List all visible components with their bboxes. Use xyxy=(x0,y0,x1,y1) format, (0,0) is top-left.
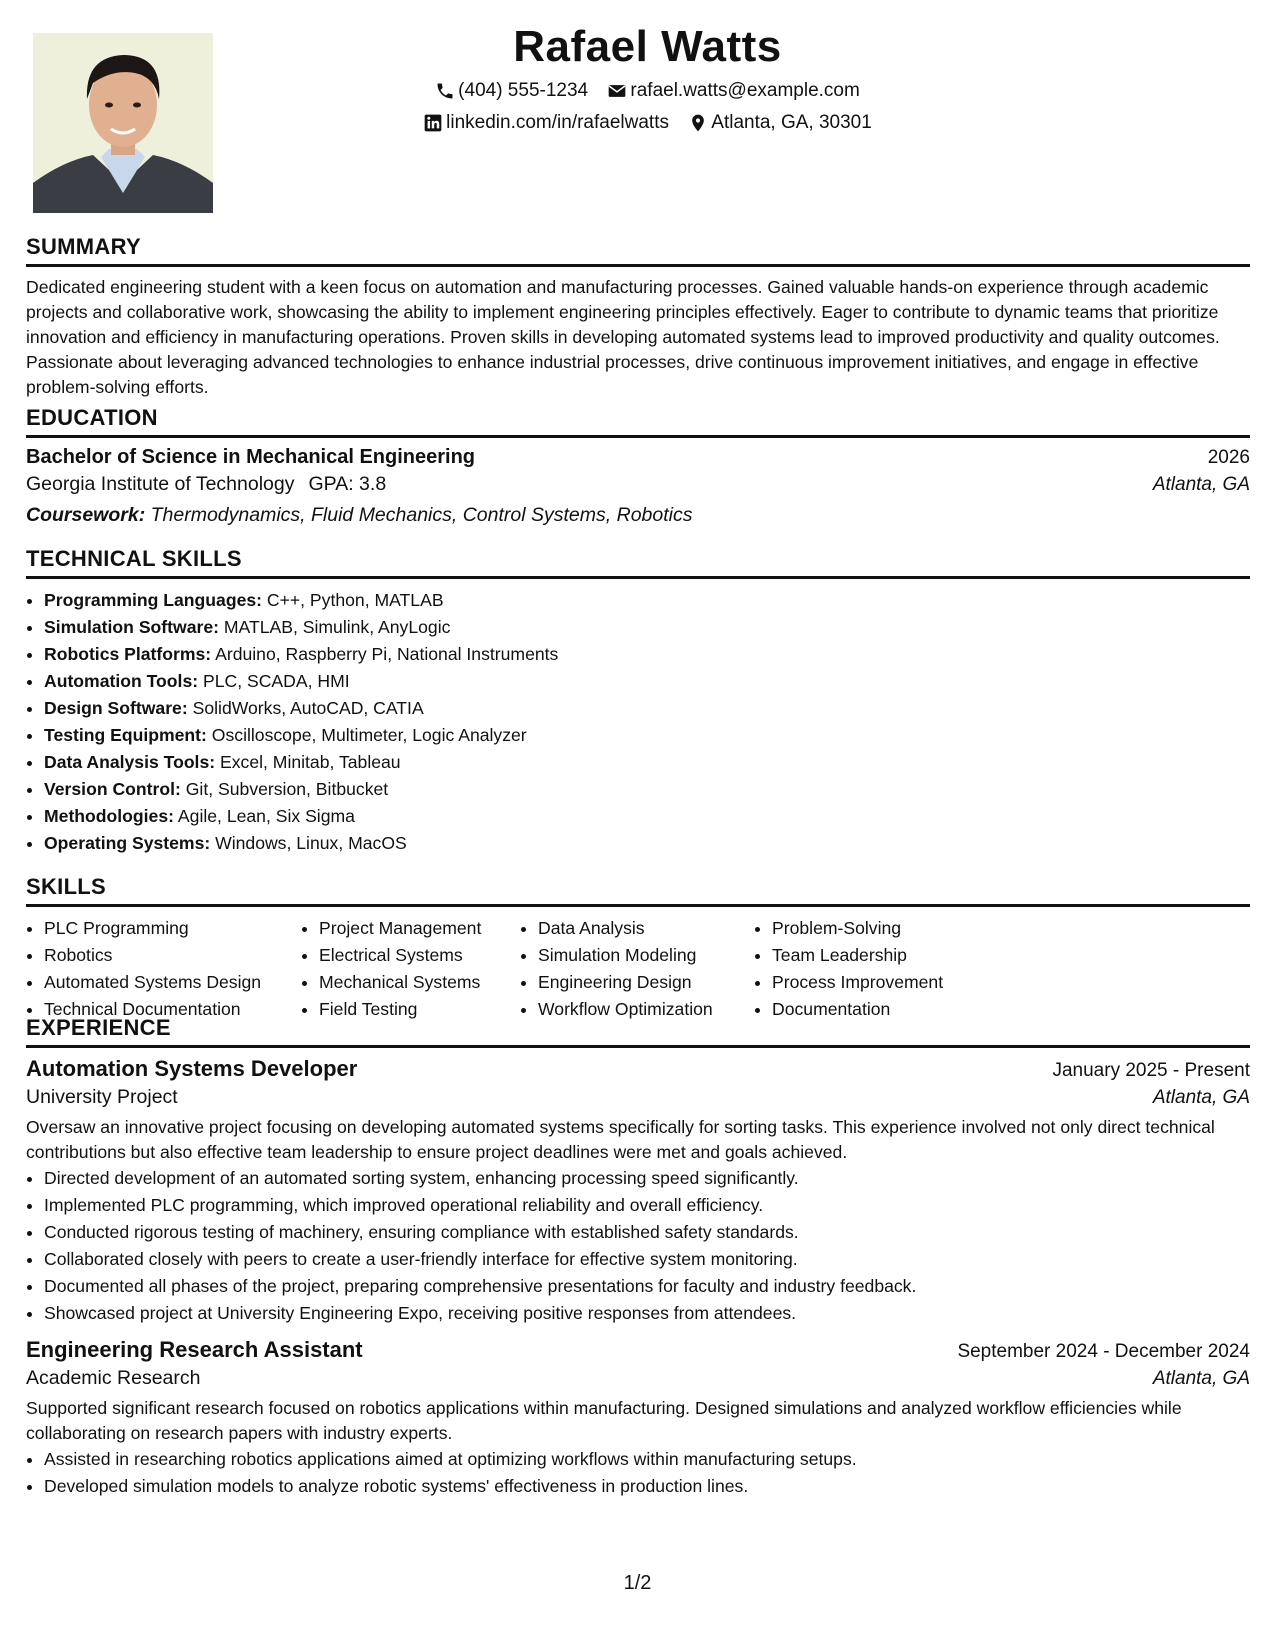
job-org-row xyxy=(26,1363,1250,1394)
skill-label: Operating Systems: xyxy=(44,833,211,853)
technical-skills-list xyxy=(26,587,1250,857)
list-item xyxy=(44,830,1250,857)
phone-contact[interactable] xyxy=(435,80,588,102)
list-item: • Workflow Optimization xyxy=(538,996,754,1023)
skill-value: Arduino, Raspberry Pi, National Instruments xyxy=(215,644,559,664)
skill-label: Programming Languages: xyxy=(44,590,262,610)
list-item: • Implemented PLC programming, which improved operational reliability and overall efficiency. xyxy=(44,1192,1250,1219)
list-item xyxy=(44,776,1250,803)
job-title: Automation Systems Developer xyxy=(26,1056,358,1081)
job-organization: Academic Research xyxy=(26,1367,201,1389)
job-organization: University Project xyxy=(26,1086,178,1108)
skill-value: Git, Subversion, Bitbucket xyxy=(185,779,389,799)
school-name: Georgia Institute of Technology xyxy=(26,473,295,495)
location-text: Atlanta, GA, 30301 xyxy=(711,112,872,133)
education-section xyxy=(26,405,1250,530)
list-item: • PLC Programming xyxy=(44,915,301,942)
list-item: • Electrical Systems xyxy=(319,942,520,969)
skill-value: SolidWorks, AutoCAD, CATIA xyxy=(192,698,424,718)
location-contact xyxy=(688,112,872,134)
skill-value: Windows, Linux, MacOS xyxy=(215,833,407,853)
gpa-value: GPA: 3.8 xyxy=(308,473,387,495)
skill-label: Robotics Platforms: xyxy=(44,644,212,664)
list-item: • Showcased project at University Engineering Expo, receiving positive responses from attendees. xyxy=(44,1300,1250,1327)
skills-column-4 xyxy=(754,915,1012,1023)
list-item xyxy=(44,695,1250,722)
skill-label: Automation Tools: xyxy=(44,671,199,691)
page-number: 1/2 xyxy=(623,1572,652,1594)
skill-value: Excel, Minitab, Tableau xyxy=(219,752,401,772)
graduation-year: 2026 xyxy=(1207,447,1250,468)
degree-row xyxy=(26,446,1250,469)
email-contact[interactable] xyxy=(607,80,859,102)
list-item: • Documentation xyxy=(772,996,1012,1023)
experience-section xyxy=(26,1015,1250,1500)
candidate-name: Rafael Watts xyxy=(513,22,782,71)
email-text: rafael.watts@example.com xyxy=(630,80,860,101)
job-org-row xyxy=(26,1082,1250,1113)
skill-label: Design Software: xyxy=(44,698,188,718)
skills-column-2 xyxy=(301,915,520,1023)
job-location: Atlanta, GA xyxy=(1152,1087,1250,1108)
skill-label: Testing Equipment: xyxy=(44,725,207,745)
degree-title: Bachelor of Science in Mechanical Engineering xyxy=(26,446,476,468)
technical-skills-section xyxy=(26,546,1250,857)
skill-label: Version Control: xyxy=(44,779,181,799)
job-header xyxy=(26,1056,1250,1082)
list-item xyxy=(44,641,1250,668)
job-bullets xyxy=(26,1165,1250,1327)
skill-label: Data Analysis Tools: xyxy=(44,752,216,772)
skills-heading: SKILLS xyxy=(26,874,1250,907)
job-entry xyxy=(26,1056,1250,1327)
job-dates: September 2024 - December 2024 xyxy=(957,1341,1250,1362)
summary-heading: SUMMARY xyxy=(26,234,1250,267)
linkedin-contact[interactable] xyxy=(423,112,669,134)
skill-label: Methodologies: xyxy=(44,806,174,826)
skill-value: PLC, SCADA, HMI xyxy=(202,671,350,691)
education-heading: EDUCATION xyxy=(26,405,1250,438)
job-dates: January 2025 - Present xyxy=(1052,1060,1250,1081)
list-item: • Data Analysis xyxy=(538,915,754,942)
list-item: • Problem-Solving xyxy=(772,915,1012,942)
contact-line-1 xyxy=(0,80,1275,107)
list-item: • Robotics xyxy=(44,942,301,969)
map-pin-icon xyxy=(688,113,708,133)
summary-section xyxy=(26,234,1250,400)
linkedin-icon xyxy=(423,113,443,133)
list-item: • Engineering Design xyxy=(538,969,754,996)
list-item: • Team Leadership xyxy=(772,942,1012,969)
skills-column-1 xyxy=(26,915,301,1023)
list-item: • Project Management xyxy=(319,915,520,942)
skill-value: C++, Python, MATLAB xyxy=(266,590,444,610)
skill-label: Simulation Software: xyxy=(44,617,219,637)
job-description: Oversaw an innovative project focusing on developing automated systems specifically for sorting tasks. This experience involved not only direct technical contributions but also effective team leadership to ensure project deadlines were met and goals achieved. xyxy=(26,1117,1215,1162)
job-entry xyxy=(26,1337,1250,1500)
job-header xyxy=(26,1337,1250,1363)
list-item: • Collaborated closely with peers to create a user-friendly interface for effective system monitoring. xyxy=(44,1246,1250,1273)
technical-skills-heading: TECHNICAL SKILLS xyxy=(26,546,1250,579)
skill-value: Agile, Lean, Six Sigma xyxy=(177,806,355,826)
contact-line-2 xyxy=(0,112,1275,139)
list-item xyxy=(44,749,1250,776)
list-item xyxy=(44,722,1250,749)
list-item: • Technical Documentation xyxy=(44,996,301,1023)
coursework-label: Coursework: xyxy=(26,504,146,526)
list-item xyxy=(44,587,1250,614)
coursework-row xyxy=(26,500,1250,530)
school-location: Atlanta, GA xyxy=(1152,474,1250,495)
phone-text: (404) 555-1234 xyxy=(458,80,589,101)
job-location: Atlanta, GA xyxy=(1152,1368,1250,1389)
list-item: • Process Improvement xyxy=(772,969,1012,996)
phone-icon xyxy=(435,81,455,101)
linkedin-text: linkedin.com/in/rafaelwatts xyxy=(446,112,669,133)
skills-section xyxy=(26,874,1250,1023)
envelope-icon xyxy=(607,81,627,101)
list-item: • Assisted in researching robotics applications aimed at optimizing workflows within manufacturing setups. xyxy=(44,1446,1250,1473)
skills-column-3 xyxy=(520,915,754,1023)
job-bullets xyxy=(26,1446,1250,1500)
list-item: • Field Testing xyxy=(319,996,520,1023)
skill-value: Oscilloscope, Multimeter, Logic Analyzer xyxy=(211,725,527,745)
skills-columns xyxy=(26,915,1250,1023)
list-item xyxy=(44,668,1250,695)
experience-heading: EXPERIENCE xyxy=(26,1015,1250,1048)
list-item: • Documented all phases of the project, preparing comprehensive presentations for faculty and industry feedback. xyxy=(44,1273,1250,1300)
job-title: Engineering Research Assistant xyxy=(26,1337,363,1362)
list-item: • Simulation Modeling xyxy=(538,942,754,969)
coursework-list: Thermodynamics, Fluid Mechanics, Control Systems, Robotics xyxy=(150,504,693,526)
list-item: • Mechanical Systems xyxy=(319,969,520,996)
skill-value: MATLAB, Simulink, AnyLogic xyxy=(223,617,451,637)
school-row xyxy=(26,469,1250,500)
list-item: • Automated Systems Design xyxy=(44,969,301,996)
list-item xyxy=(44,614,1250,641)
summary-text: Dedicated engineering student with a keen focus on automation and manufacturing processes. Gained valuable hands-on experience through academic projects and collaborative work, showcasing the ability to implement engineering principles effectively. Eager to contribute to dynamic teams that prioritize innovation and efficiency in manufacturing operations. Proven skills in developing automated systems lead to improved productivity and quality outcomes. Passionate about leveraging advanced technologies to enhance industrial processes, drive continuous improvement initiatives, and engage in effective problem-solving efforts. xyxy=(26,277,1220,397)
list-item: • Developed simulation models to analyze robotic systems' effectiveness in production lines. xyxy=(44,1473,1250,1500)
list-item xyxy=(44,803,1250,830)
list-item: • Directed development of an automated sorting system, enhancing processing speed significantly. xyxy=(44,1165,1250,1192)
job-description: Supported significant research focused on robotics applications within manufacturing. Designed simulations and analyzed workflow efficiencies while collaborating on research papers with industry experts. xyxy=(26,1398,1182,1443)
list-item: • Conducted rigorous testing of machinery, ensuring compliance with established safety standards. xyxy=(44,1219,1250,1246)
